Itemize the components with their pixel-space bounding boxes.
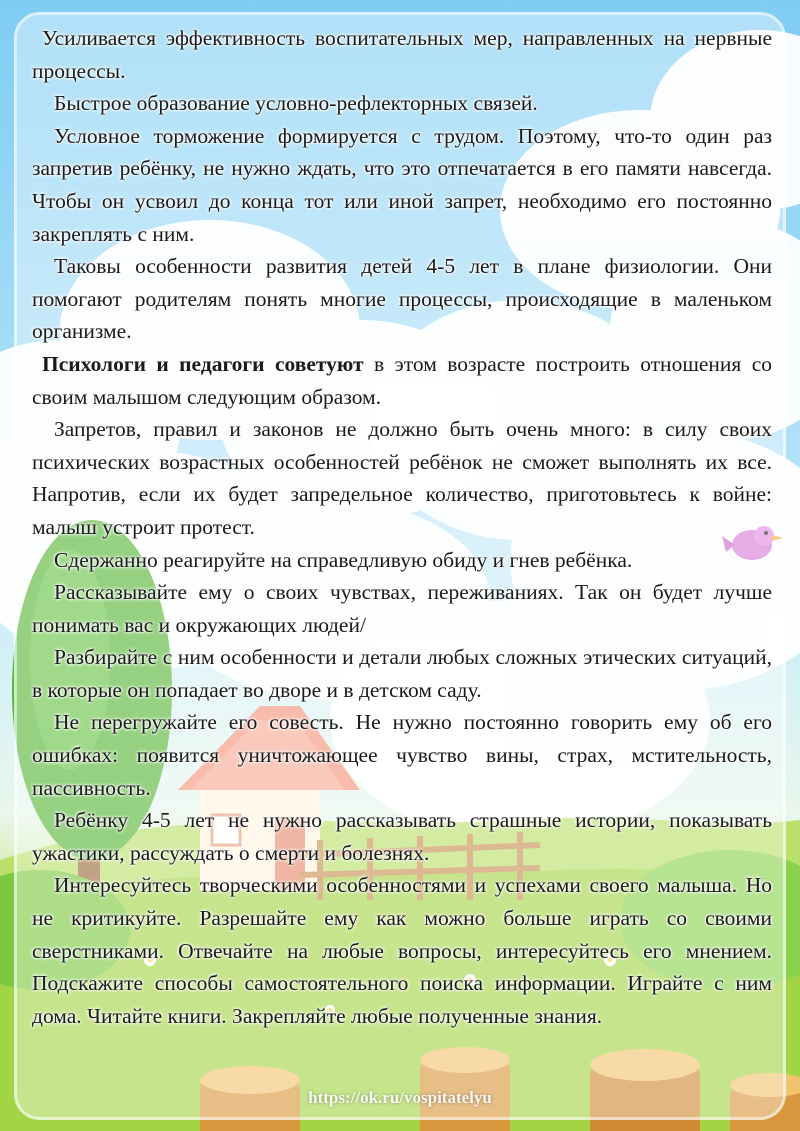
- paragraph: Быстрое образование условно-рефлекторных связей.: [54, 91, 538, 116]
- tip-paragraph: Интересуйтесь творческими особенностями и успехами своего малыша. Но не критикуйте. Разрешайте ему как можно больше играть со своими сверстниками. Отвечайте на любые вопросы, интересуйтесь его мнением. Подскажите способы самостоятельного поиска информации. Играйте с ним дома. Читайте книги. Закрепляйте любые полученные знания.: [32, 873, 772, 1028]
- advice-heading: Психологи и педагоги советуют: [42, 351, 364, 376]
- tip-paragraph: Не перегружайте его совесть. Не нужно постоянно говорить ему об его ошибках: появится уничтожающее чувство вины, страх, мстительность, пассивность.: [32, 710, 772, 800]
- paragraph: Условное торможение формируется с трудом. Поэтому, что-то один раз запретив ребёнку, не нужно ждать, что это отпечатается в его памяти навсегда. Чтобы он усвоил до конца тот или иной запрет, необходимо его постоянно закреплять с ним.: [32, 123, 772, 246]
- tip-paragraph: Разбирайте с ним особенности и детали любых сложных этических ситуаций, в которые он попадает во дворе и в детском саду.: [32, 645, 772, 702]
- article-body: [32, 22, 772, 1032]
- watermark-url: https://ok.ru/vospitatelyu: [308, 1088, 492, 1107]
- paragraph: Таковы особенности развития детей 4-5 лет в плане физиологии. Они помогают родителям понять многие процессы, происходящие в маленьком организме.: [32, 254, 772, 344]
- advice-intro: в этом возрасте построить отношения со своим малышом следующим образом.: [32, 351, 772, 409]
- tip-paragraph: Сдержанно реагируйте на справедливую обиду и гнев ребёнка.: [54, 547, 633, 572]
- advice-paragraph: [32, 348, 772, 413]
- tip-paragraph: Ребёнку 4-5 лет не нужно рассказывать страшные истории, показывать ужастики, рассуждать о смерти и болезнях.: [32, 808, 772, 865]
- tip-paragraph: Рассказывайте ему о своих чувствах, переживаниях. Так он будет лучше понимать вас и окружающих людей/: [32, 580, 772, 637]
- paragraph: Усиливается эффективность воспитательных мер, направленных на нервные процессы.: [32, 26, 772, 83]
- tip-paragraph: Запретов, правил и законов не должно быть очень много: в силу своих психических возрастных особенностей ребёнок не сможет выполнять их все. Напротив, если их будет запредельное количество, приготовьтесь к войне: малыш устроит протест.: [32, 417, 772, 539]
